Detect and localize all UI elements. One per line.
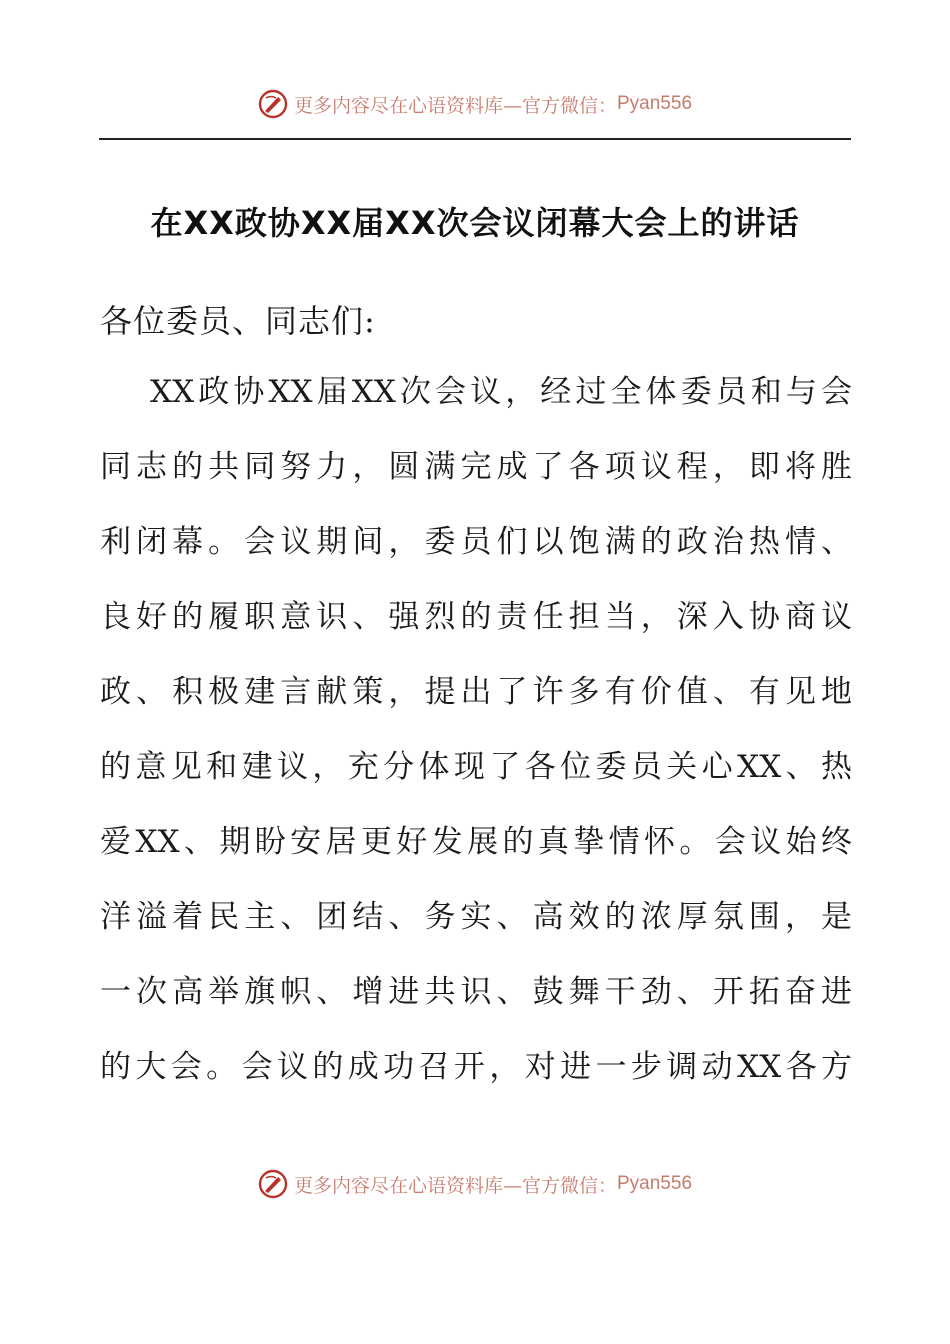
body-line: 同志的共同努力，圆满完成了各项议程，即将胜	[100, 449, 852, 485]
header-banner	[0, 84, 950, 124]
header-divider	[99, 138, 851, 140]
banner-wechat-id: Pyan556	[617, 93, 693, 114]
banner-wechat-id: Pyan556	[617, 1173, 693, 1194]
body-line: 政、积极建言献策，提出了许多有价值、有见地	[100, 674, 852, 710]
body-line: 洋溢着民主、团结、务实、高效的浓厚氛围，是	[100, 899, 852, 935]
banner-text: 更多内容尽在心语资料库—官方微信：	[293, 94, 617, 117]
footer-banner	[0, 1164, 950, 1204]
body-line: 的大会。会议的成功召开，对进一步调动XX各方	[100, 1049, 852, 1085]
body-line: XX政协XX届XX次会议，经过全体委员和与会	[150, 374, 852, 410]
pen-logo-icon	[258, 89, 288, 119]
greeting: 各位委员、同志们:	[100, 302, 376, 340]
body-line: 爱XX、期盼安居更好发展的真挚情怀。会议始终	[100, 824, 852, 860]
body-line: 良好的履职意识、强烈的责任担当，深入协商议	[100, 599, 852, 635]
banner-text: 更多内容尽在心语资料库—官方微信：	[293, 1174, 617, 1197]
document-title: 在XX政协XX届XX次会议闭幕大会上的讲话	[150, 204, 800, 242]
body-line: 一次高举旗帜、增进共识、鼓舞干劲、开拓奋进	[100, 974, 852, 1010]
body-line: 利闭幕。会议期间，委员们以饱满的政治热情、	[100, 524, 852, 560]
pen-logo-icon	[258, 1169, 288, 1199]
body-line: 的意见和建议，充分体现了各位委员关心XX、热	[100, 749, 852, 785]
